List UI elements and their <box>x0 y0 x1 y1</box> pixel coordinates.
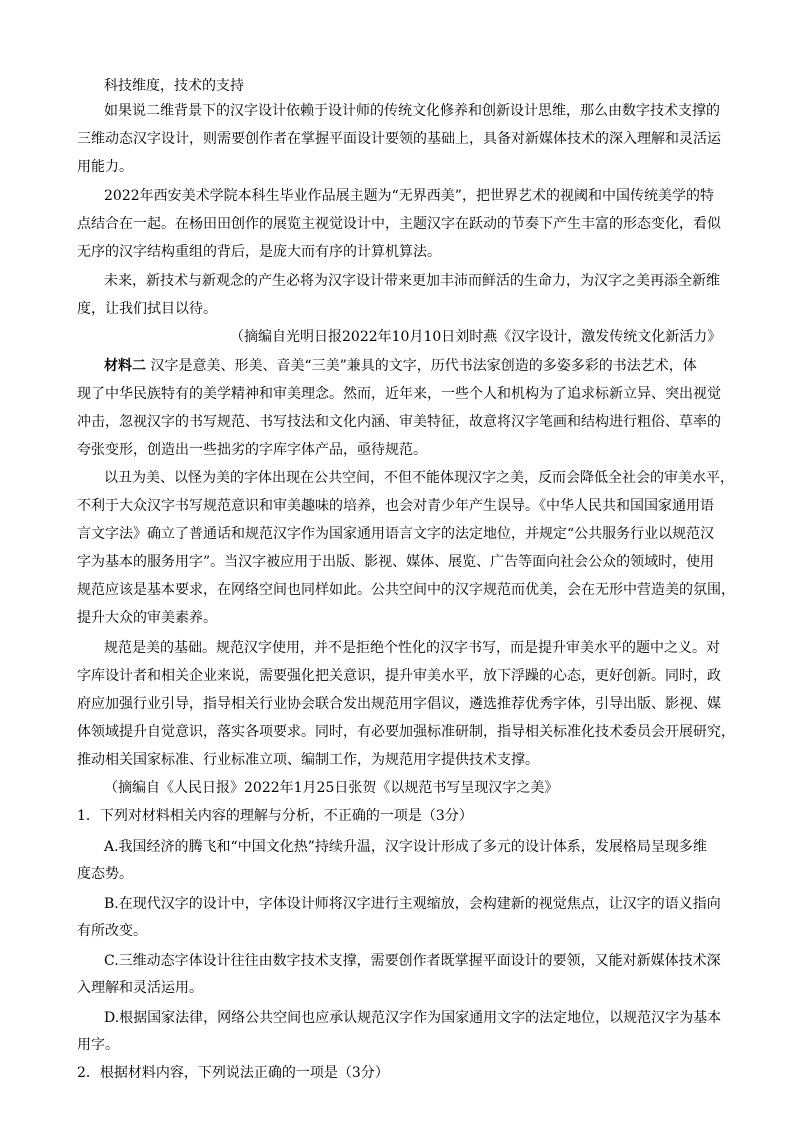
paragraph-line: 冲击，忽视汉字的书写规范、书写技法和文化内涵、审美特征，故意将汉字笔画和结构进行粗俗、草率的 <box>77 414 721 430</box>
paragraph-line: 体领域提升自觉意识，落实各项要求。同时，有必要加强标准研制，指导相关标准化技术委员会开展研究， <box>77 724 735 740</box>
option-c-cont: 入理解和灵活运用。 <box>77 980 203 996</box>
paragraph-line: 无序的汉字结构重组的背后，是庞大而有序的计算机算法。 <box>77 244 441 260</box>
option-b-cont: 有所改变。 <box>77 923 147 939</box>
option-a: A.我国经济的腾飞和“中国文化热”持续升温，汉字设计形成了多元的设计体系，发展格局呈现多维 <box>104 839 707 855</box>
paragraph-text: 汉字是意美、形美、音美“三美”兼具的文字，历代书法家创造的多姿多彩的书法艺术，体 <box>146 358 697 374</box>
paragraph-line: 三维动态汉字设计，则需要创作者在掌握平面设计要领的基础上，具备对新媒体技术的深入理解和灵活运 <box>77 131 721 147</box>
paragraph-line: 规范是美的基础。规范汉字使用，并不是拒绝个性化的汉字书写，而是提升审美水平的题中之义。对 <box>104 640 720 656</box>
option-d-cont: 用字。 <box>77 1037 119 1053</box>
paragraph-line: 如果说二维背景下的汉字设计依赖于设计师的传统文化修养和创新设计思维，那么由数字技术支撑的 <box>104 103 720 119</box>
source-citation: （摘编自《人民日报》2022年1月25日张贺《以规范书写呈现汉字之美》 <box>104 780 559 796</box>
paragraph-line: 现了中华民族特有的美学精神和审美理念。然而，近年来，一些个人和机构为了追求标新立异、突出视觉 <box>77 386 721 402</box>
option-c: C.三维动态字体设计往往由数字技术支撑，需要创作者既掌握平面设计的要领，又能对新媒体技术深 <box>104 953 721 969</box>
paragraph-line: 度，让我们拭目以待。 <box>77 301 217 317</box>
paragraph-line: 夸张变形，创造出一些拙劣的字库字体产品，亟待规范。 <box>77 442 427 458</box>
paragraph-line: 字为基本的服务用字”。当汉字被应用于出版、影视、媒体、展览、广告等面向社会公众的领域时，使用 <box>77 554 715 570</box>
paragraph-line: 2022年西安美术学院本科生毕业作品展主题为“无界西美”，把世界艺术的视阈和中国传统美学的特 <box>104 188 714 204</box>
material-paragraph-line <box>104 355 697 377</box>
paragraph-line: 言文字法》确立了普通话和规范汉字作为国家通用语言文字的法定地位，并规定“公共服务行业以规范汉 <box>77 526 715 542</box>
material-label: 材料二 <box>104 358 146 374</box>
paragraph-line: 府应加强行业引导，指导相关行业协会联合发出规范用字倡议，遴选推荐优秀字体，引导出版、影视、媒 <box>77 696 721 712</box>
option-b: B.在现代汉字的设计中，字体设计师将汉字进行主观缩放，会构建新的视觉焦点，让汉字的语义指向 <box>104 896 721 912</box>
question-2: 2．根据材料内容，下列说法正确的一项是（3分） <box>77 1065 389 1081</box>
section-title: 科技维度，技术的支持 <box>104 78 244 94</box>
paragraph-line: 推动相关国家标准、行业标准立项、编制工作，为规范用字提供技术支撑。 <box>77 752 539 768</box>
option-d: D.根据国家法律，网络公共空间也应承认规范汉字作为国家通用文字的法定地位，以规范汉字为基本 <box>104 1010 722 1026</box>
option-a-cont: 度态势。 <box>77 866 133 882</box>
paragraph-line: 未来，新技术与新观念的产生必将为汉字设计带来更加丰沛而鲜活的生命力，为汉字之美再添全新维 <box>104 273 720 289</box>
source-citation: （摘编自光明日报2022年10月10日刘时燕《汉字设计，激发传统文化新活力》 <box>230 329 722 345</box>
paragraph-line: 提升大众的审美素养。 <box>77 610 217 626</box>
paragraph-line: 不利于大众汉字书写规范意识和审美趣味的培养，也会对青少年产生误导。《中华人民共和国国家通用语 <box>77 498 714 514</box>
paragraph-line: 点结合在一起。在杨田田创作的展览主视觉设计中，主题汉字在跃动的节奏下产生丰富的形态变化，看似 <box>77 216 721 232</box>
paragraph-line: 用能力。 <box>77 159 133 175</box>
paragraph-line: 以丑为美、以怪为美的字体出现在公共空间，不但不能体现汉字之美，反而会降低全社会的审美水平， <box>104 470 734 486</box>
question-1: 1．下列对材料相关内容的理解与分析，不正确的一项是（3分） <box>77 808 473 824</box>
paragraph-line: 规范应该是基本要求，在网络空间也同样如此。公共空间中的汉字规范而优美，会在无形中营造美的氛围， <box>77 582 735 598</box>
paragraph-line: 字库设计者和相关企业来说，需要强化把关意识，提升审美水平，放下浮躁的心态，更好创新。同时，政 <box>77 668 721 684</box>
